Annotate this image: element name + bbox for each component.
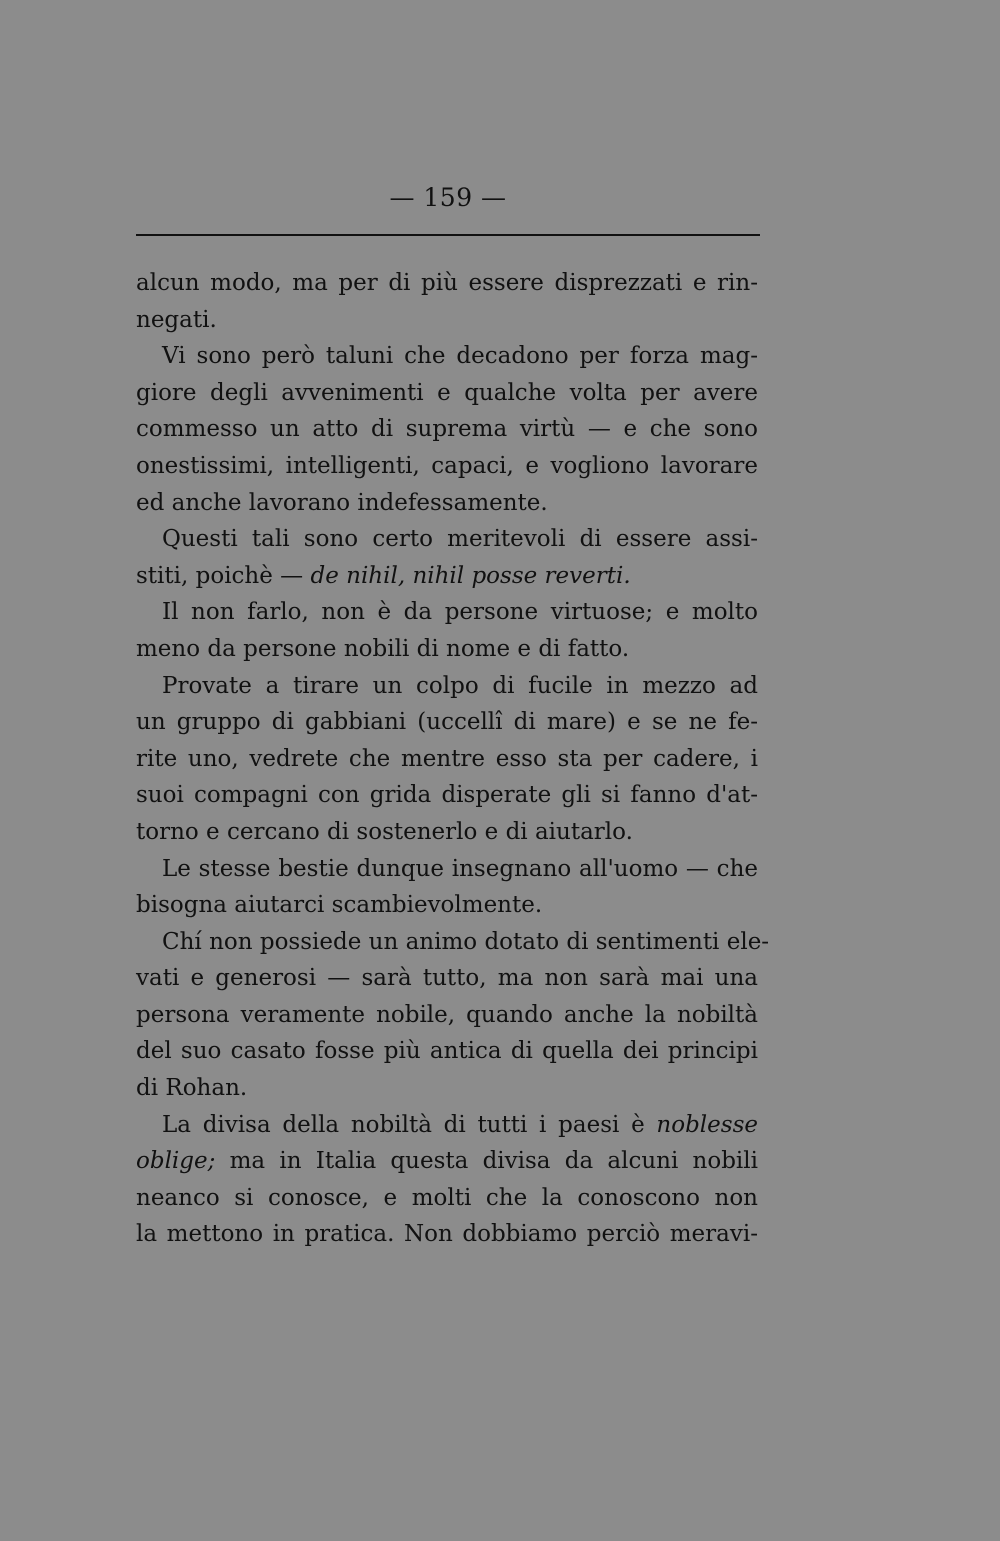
text-line: Questi tali sono certo meritevoli di essere assi- — [162, 526, 758, 553]
text-line: Provate a tirare un colpo di fucile in mezzo ad — [162, 672, 758, 699]
page-number: — 159 — — [389, 183, 507, 212]
text-line: onestissimi, intelligenti, capaci, e vogliono lavorare — [136, 452, 758, 479]
french-phrase: noblesse — [656, 1111, 758, 1138]
french-phrase: oblige; — [136, 1148, 216, 1175]
text-line-mixed — [136, 1107, 758, 1144]
body-text — [136, 265, 770, 1253]
text-line: rite uno, vedrete che mentre esso sta per cadere, i — [136, 745, 758, 772]
text-line: persona veramente nobile, quando anche la nobiltà — [136, 1001, 758, 1028]
text-line: Le stesse bestie dunque insegnano all'uomo — che — [162, 855, 758, 882]
text-line: la mettono in pratica. Non dobbiamo perciò meravi- — [136, 1221, 758, 1248]
text-line: negati. — [136, 306, 217, 333]
text-line: Chí non possiede un animo dotato di sentimenti ele- — [162, 928, 770, 955]
text-line: commesso un atto di suprema virtù — e che sono — [136, 416, 758, 443]
text-line-mixed — [136, 1143, 758, 1180]
latin-phrase: de nihil, nihil posse reverti. — [310, 562, 631, 589]
text-line: del suo casato fosse più antica di quella dei principi — [136, 1038, 758, 1065]
text-fragment: ma in Italia questa divisa da alcuni nobili — [229, 1148, 758, 1175]
header-rule — [136, 234, 760, 236]
text-line: meno da persone nobili di nome e di fatto. — [136, 635, 630, 662]
text-line: neanco si conosce, e molti che la conoscono non — [136, 1184, 758, 1211]
text-line: alcun modo, ma per di più essere disprezzati e rin- — [136, 270, 758, 296]
text-line: di Rohan. — [136, 1075, 248, 1102]
text-line: torno e cercano di sostenerlo e di aiutarlo. — [136, 818, 633, 845]
text-fragment: stiti, poichè — — [136, 562, 304, 589]
text-line: un gruppo di gabbiani (uccellî di mare) e se ne fe- — [136, 709, 758, 736]
text-fragment: La divisa della nobiltà di tutti i paesi è — [162, 1111, 645, 1138]
text-line: ed anche lavorano indefessamente. — [136, 489, 548, 516]
text-line: bisogna aiutarci scambievolmente. — [136, 892, 543, 919]
text-line: Vi sono però taluni che decadono per forza mag- — [162, 343, 758, 370]
text-line: giore degli avvenimenti e qualche volta per avere — [136, 379, 758, 406]
text-line: Il non farlo, non è da persone virtuose; e molto — [162, 599, 758, 626]
text-line: suoi compagni con grida disperate gli si fanno d'at- — [136, 782, 758, 809]
text-line-mixed — [136, 558, 758, 595]
text-line: vati e generosi — sarà tutto, ma non sarà mai una — [136, 965, 758, 992]
